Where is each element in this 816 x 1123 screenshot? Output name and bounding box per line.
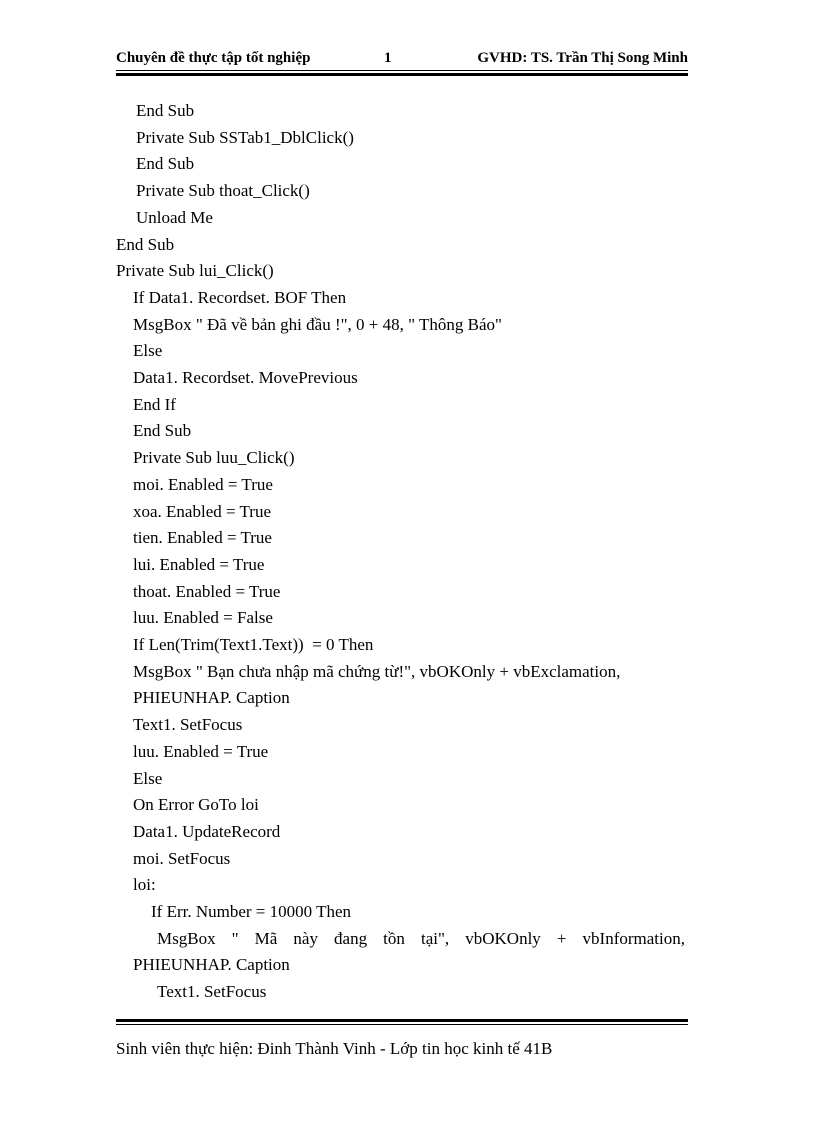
code-line: Private Sub SSTab1_DblClick(): [136, 127, 354, 147]
code-line: On Error GoTo loi: [133, 795, 259, 815]
code-line: Unload Me: [136, 207, 213, 227]
code-line: Private Sub thoat_Click(): [136, 181, 310, 201]
code-line: End Sub: [136, 101, 195, 120]
header-supervisor: GVHD: TS. Trần Thị Song Minh: [477, 50, 688, 66]
header-divider-thick: [116, 73, 688, 76]
code-line: End If: [133, 394, 176, 414]
code-line: luu. Enabled = True: [133, 741, 269, 761]
code-line: If Err. Number = 10000 Then: [151, 902, 352, 921]
code-line: MsgBox " Bạn chưa nhập mã chứng từ!", vbOKOnly + vbExclamation,: [133, 661, 621, 681]
code-line: moi. Enabled = True: [133, 474, 273, 494]
code-line: MsgBox " Mã này đang tồn tại", vbOKOnly + vbInformation,: [157, 928, 685, 948]
code-line: Private Sub luu_Click(): [133, 448, 295, 468]
code-line: Text1. SetFocus: [157, 982, 267, 1002]
header-divider-thin: [116, 70, 688, 71]
code-line: Data1. UpdateRecord: [133, 821, 281, 841]
code-line: End Sub: [136, 154, 195, 174]
code-line: Text1. SetFocus: [133, 715, 243, 735]
code-line: Data1. Recordset. MovePrevious: [133, 368, 358, 387]
code-line: thoat. Enabled = True: [133, 581, 281, 601]
footer-divider-thin: [116, 1024, 688, 1025]
code-line: End Sub: [116, 234, 175, 254]
code-line: End Sub: [133, 421, 192, 441]
page-footer: Sinh viên thực hiện: Đinh Thành Vinh - Lớp tin học kinh tế 41B: [116, 1039, 553, 1058]
code-line: Private Sub lui_Click(): [116, 261, 274, 281]
code-line: Else: [133, 768, 163, 788]
code-line: PHIEUNHAP. Caption: [133, 955, 290, 975]
code-line: xoa. Enabled = True: [133, 501, 272, 521]
page-number: 1: [384, 50, 392, 66]
code-line: moi. SetFocus: [133, 848, 231, 868]
code-line: If Data1. Recordset. BOF Then: [133, 287, 347, 307]
code-line: PHIEUNHAP. Caption: [133, 688, 290, 708]
code-line: lui. Enabled = True: [133, 554, 265, 574]
code-line: Else: [133, 341, 163, 361]
footer-divider-thick: [116, 1019, 688, 1022]
page-header: [116, 46, 688, 70]
code-line: loi:: [133, 875, 156, 895]
code-line: luu. Enabled = False: [133, 608, 273, 628]
code-line: If Len(Trim(Text1.Text)) = 0 Then: [133, 635, 374, 654]
code-line: MsgBox " Đã về bản ghi đầu !", 0 + 48, " Thông Báo": [133, 314, 502, 334]
code-line: tien. Enabled = True: [133, 528, 272, 548]
header-title: Chuyên đề thực tập tốt nghiệp: [116, 50, 311, 66]
